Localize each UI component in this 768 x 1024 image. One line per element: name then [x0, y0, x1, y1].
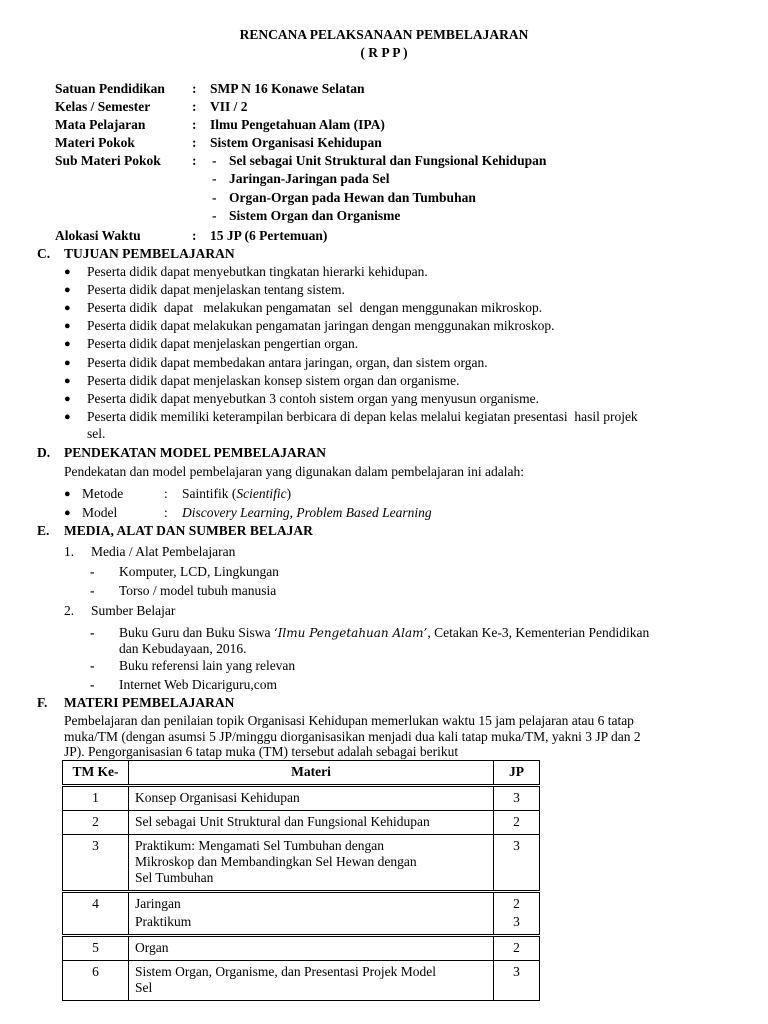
- metode-close: ): [286, 486, 292, 501]
- sumber-item: Buku referensi lain yang relevan: [119, 658, 296, 673]
- table-row: [63, 892, 540, 936]
- cell-jp: [494, 892, 540, 936]
- cell-jp: [494, 835, 540, 892]
- dash-icon: -: [90, 658, 95, 673]
- identity-value: Sistem Organisasi Kehidupan: [210, 135, 382, 150]
- cell-line: Praktikum: Mengamati Sel Tumbuhan dengan: [135, 838, 384, 853]
- sub-materi-item: Jaringan-Jaringan pada Sel: [229, 171, 390, 186]
- cell-line: Praktikum: [135, 914, 192, 929]
- metode-value: [182, 485, 291, 502]
- bullet-icon: ●: [64, 302, 71, 314]
- identity-label: Sub Materi Pokok: [55, 153, 161, 168]
- identity-label: Materi Pokok: [55, 135, 135, 150]
- identity-colon: :: [192, 117, 197, 132]
- identity-colon: :: [192, 99, 197, 114]
- sub-materi-dash: -: [212, 190, 217, 205]
- identity-label: Alokasi Waktu: [55, 228, 141, 243]
- page-subtitle: ( R P P ): [360, 45, 408, 60]
- dash-icon: -: [90, 583, 95, 598]
- table-row: [63, 961, 540, 1001]
- paragraph-line: muka/TM (dengan asumsi 5 JP/minggu diorganisasikan menjadi dua kali tatap muka/TM, yakni 3 JP dan 2: [64, 729, 641, 744]
- cell-jp: [494, 811, 540, 835]
- bullet-icon: ●: [64, 393, 71, 405]
- identity-label: Satuan Pendidikan: [55, 81, 165, 96]
- cell-line: Organ: [135, 940, 169, 955]
- identity-colon: :: [192, 135, 197, 150]
- cell-line: 2: [513, 896, 520, 911]
- header-materi: Materi: [129, 761, 494, 786]
- list-item: Peserta didik dapat melakukan pengamatan jaringan dengan menggunakan mikroskop.: [87, 318, 555, 333]
- cell-line: 3: [513, 914, 520, 929]
- bullet-icon: ●: [64, 411, 71, 423]
- cell-materi: [129, 835, 494, 892]
- cell-line: Konsep Organisasi Kehidupan: [135, 790, 300, 805]
- book-text: Buku Guru dan Buku Siswa: [119, 625, 274, 640]
- table-row: [63, 936, 540, 961]
- cell-line: 3: [513, 790, 520, 805]
- cell-line: 3: [513, 838, 520, 853]
- media-title: Media / Alat Pembelajaran: [91, 544, 236, 559]
- cell-jp: [494, 961, 540, 1001]
- list-item: Peserta didik dapat menyebutkan tingkatan hierarki kehidupan.: [87, 264, 428, 279]
- cell-materi: [129, 892, 494, 936]
- table-row: [63, 835, 540, 892]
- section-letter: E.: [37, 523, 50, 538]
- media-item: Komputer, LCD, Lingkungan: [119, 564, 279, 579]
- header-tm: TM Ke-: [63, 761, 129, 786]
- bullet-icon: ●: [64, 488, 71, 500]
- list-item: Peserta didik dapat membedakan antara jaringan, organ, dan sistem organ.: [87, 355, 488, 370]
- list-item-continuation: sel.: [87, 426, 106, 441]
- book-publisher: , Cetakan Ke-3, Kementerian Pendidikan: [427, 625, 650, 640]
- list-item: Peserta didik dapat menyebutkan 3 contoh sistem organ yang menyusun organisme.: [87, 391, 540, 406]
- section-letter: F.: [37, 695, 48, 710]
- header-jp: JP: [494, 761, 540, 786]
- cell-line: Sel: [135, 980, 153, 995]
- dash-icon: -: [90, 677, 95, 692]
- section-heading: PENDEKATAN MODEL PEMBELAJARAN: [64, 445, 327, 460]
- paragraph-line: JP). Pengorganisasian 6 tatap muka (TM) tersebut adalah sebagai berikut: [64, 744, 459, 759]
- cell-materi: [129, 936, 494, 961]
- identity-value: SMP N 16 Konawe Selatan: [210, 81, 365, 96]
- identity-value: Ilmu Pengetahuan Alam (IPA): [210, 117, 385, 132]
- metode-text: Saintifik (: [182, 486, 237, 501]
- identity-value: 15 JP (6 Pertemuan): [210, 228, 328, 243]
- model-value: Discovery Learning, Problem Based Learning: [182, 505, 432, 520]
- cell-line: Jaringan: [135, 896, 181, 911]
- page-title: RENCANA PELAKSANAAN PEMBELAJARAN: [239, 27, 529, 42]
- cell-tm: 2: [63, 811, 129, 835]
- bullet-icon: ●: [64, 284, 71, 296]
- sub-materi-item: Organ-Organ pada Hewan dan Tumbuhan: [229, 190, 476, 205]
- book-title: ‘Ilmu Pengetahuan Alam’: [273, 626, 428, 640]
- model-label: Model: [82, 505, 118, 520]
- metode-italic: Scientific: [236, 486, 287, 501]
- cell-jp: [494, 936, 540, 961]
- cell-line: 2: [513, 940, 520, 955]
- list-item: Peserta didik memiliki keterampilan berbicara di depan kelas melalui kegiatan presentasi hasil projek: [87, 409, 638, 424]
- identity-colon: :: [192, 228, 197, 243]
- paragraph-line: Pembelajaran dan penilaian topik Organisasi Kehidupan memerlukan waktu 15 jam pelajaran atau 6 tatap: [64, 713, 634, 728]
- cell-tm: 1: [63, 786, 129, 811]
- section-letter: C.: [37, 246, 51, 261]
- cell-jp: [494, 786, 540, 811]
- sub-materi-dash: -: [212, 171, 217, 186]
- metode-label: Metode: [82, 486, 124, 501]
- bullet-icon: ●: [64, 507, 71, 519]
- identity-value: VII / 2: [210, 99, 248, 114]
- identity-label: Mata Pelajaran: [55, 117, 146, 132]
- identity-colon: :: [192, 153, 197, 168]
- cell-materi: [129, 961, 494, 1001]
- sub-materi-dash: -: [212, 208, 217, 223]
- table-row: [63, 811, 540, 835]
- metode-colon: :: [164, 486, 168, 501]
- table-row: [63, 786, 540, 811]
- table-header-row: [63, 761, 540, 786]
- bullet-icon: ●: [64, 375, 71, 387]
- cell-materi: [129, 786, 494, 811]
- sumber-item-continuation: dan Kebudayaan, 2016.: [119, 641, 247, 656]
- cell-line: Sel Tumbuhan: [135, 870, 214, 885]
- list-item: Peserta didik dapat menjelaskan konsep sistem organ dan organisme.: [87, 373, 460, 388]
- cell-line: Sel sebagai Unit Struktural dan Fungsional Kehidupan: [135, 814, 430, 829]
- bullet-icon: ●: [64, 266, 71, 278]
- sumber-number: 2.: [64, 603, 75, 618]
- bullet-icon: ●: [64, 357, 71, 369]
- identity-label: Kelas / Semester: [55, 99, 151, 114]
- section-letter: D.: [37, 445, 51, 460]
- sub-materi-item: Sistem Organ dan Organisme: [229, 208, 401, 223]
- media-number: 1.: [64, 544, 75, 559]
- bullet-icon: ●: [64, 320, 71, 332]
- cell-line: 2: [513, 814, 520, 829]
- section-heading: TUJUAN PEMBELAJARAN: [64, 246, 235, 261]
- cell-tm: 4: [63, 892, 129, 936]
- cell-tm: 5: [63, 936, 129, 961]
- materi-table: [62, 760, 540, 1001]
- sub-materi-item: Sel sebagai Unit Struktural dan Fungsional Kehidupan: [229, 153, 547, 168]
- sumber-title: Sumber Belajar: [91, 603, 176, 618]
- section-heading: MATERI PEMBELAJARAN: [64, 695, 235, 710]
- section-intro: Pendekatan dan model pembelajaran yang digunakan dalam pembelajaran ini adalah:: [64, 464, 524, 479]
- list-item: Peserta didik dapat menjelaskan pengertian organ.: [87, 336, 359, 351]
- list-item: Peserta didik dapat menjelaskan tentang sistem.: [87, 282, 345, 297]
- cell-tm: 3: [63, 835, 129, 892]
- bullet-icon: ●: [64, 338, 71, 350]
- media-item: Torso / model tubuh manusia: [119, 583, 277, 598]
- cell-line: Mikroskop dan Membandingkan Sel Hewan dengan: [135, 854, 417, 869]
- cell-tm: 6: [63, 961, 129, 1001]
- section-heading: MEDIA, ALAT DAN SUMBER BELAJAR: [64, 523, 313, 538]
- cell-materi: [129, 811, 494, 835]
- cell-line: Sistem Organ, Organisme, dan Presentasi Projek Model: [135, 964, 436, 979]
- sub-materi-dash: -: [212, 153, 217, 168]
- dash-icon: -: [90, 625, 95, 640]
- dash-icon: -: [90, 564, 95, 579]
- cell-line: 3: [513, 964, 520, 979]
- sumber-item: Internet Web Dicariguru,com: [119, 677, 277, 692]
- list-item: Peserta didik dapat melakukan pengamatan sel dengan menggunakan mikroskop.: [87, 300, 543, 315]
- model-colon: :: [164, 505, 168, 520]
- identity-colon: :: [192, 81, 197, 96]
